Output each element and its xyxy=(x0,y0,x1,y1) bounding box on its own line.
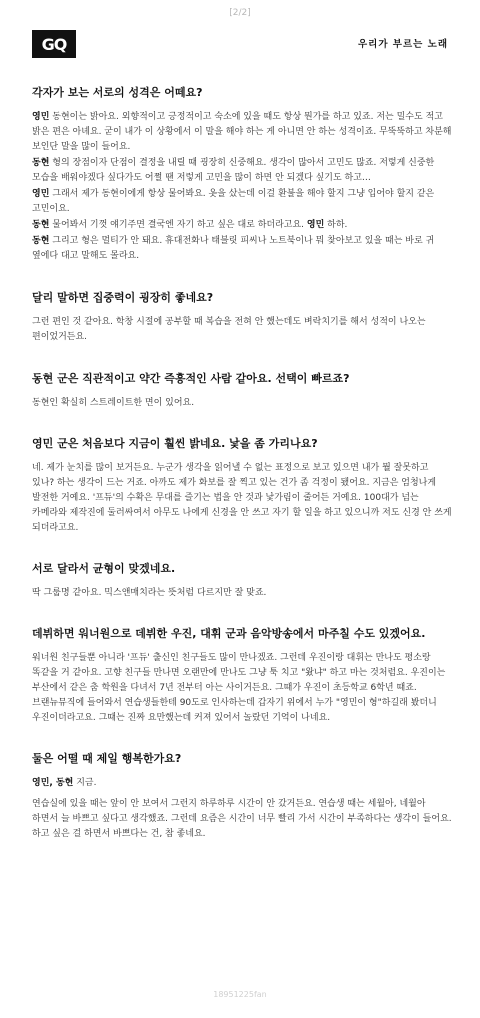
magazine-header xyxy=(32,28,448,60)
speaker-name: 동현 xyxy=(32,158,50,168)
page-indicator: [2/2] xyxy=(229,8,251,18)
answer-text: 그리고 형은 멀티가 안 돼요. 휴대전화나 태블릿 피씨나 노트북이나 뭐 찾아보고 있을 때는 바로 귀 옆에다 대고 말해도 몰라요. xyxy=(32,236,435,261)
qa-block xyxy=(32,437,452,536)
answer-paragraph xyxy=(32,156,452,186)
qa-block xyxy=(32,627,452,726)
question-heading: 둘은 어떨 때 제일 행복한가요? xyxy=(32,752,182,765)
answer-text: 물어봐서 기껏 얘기주면 결국엔 자기 하고 싶은 대로 하더라고요. xyxy=(49,220,307,230)
question-heading: 영민 군은 처음보다 지금이 훨씬 밝네요. 낯을 좀 가리나요? xyxy=(32,437,318,450)
speaker-name: 영민, 동현 xyxy=(32,778,74,788)
answer-text: 형의 장점이자 단점이 결정을 내릴 때 굉장히 신중해요. 생각이 많아서 고민도 많죠. 저렇게 신중한 모습을 배워야겠다 싶다가도 어쩔 땐 저렇게 고민을 많이 하면 안 되겠다 싶기도 하고… xyxy=(32,158,435,183)
answer-paragraph xyxy=(32,187,452,217)
answer-text: 하하. xyxy=(324,220,348,230)
qa-block xyxy=(32,372,452,411)
question-heading: 동현 군은 직관적이고 약간 즉흥적인 사람 같아요. 선택이 빠르죠? xyxy=(32,372,350,385)
qa-block xyxy=(32,86,452,264)
footer-watermark-id: 18951225fan xyxy=(213,990,267,999)
answer-text: 그래서 제가 동현이에게 항상 물어봐요. 옷을 샀는데 이걸 환불을 해야 할지 그냥 입어야 할지 같은 고민이요. xyxy=(32,189,435,214)
speaker-name: 동현 xyxy=(32,220,50,230)
answer-paragraph xyxy=(32,218,452,233)
question-heading: 데뷔하면 워너원으로 데뷔한 우진, 대휘 군과 음악방송에서 마주칠 수도 있겠어요. xyxy=(32,627,426,640)
qa-block xyxy=(32,752,452,842)
answer-paragraph: 그런 편인 것 같아요. 학창 시절에 공부할 때 복습을 전혀 안 했는데도 벼락치기를 해서 성적이 나오는 편이었거든요. xyxy=(32,317,426,342)
question-heading: 달리 말하면 집중력이 굉장히 좋네요? xyxy=(32,291,214,304)
question-heading: 서로 달라서 균형이 맞겠네요. xyxy=(32,562,176,575)
speaker-name: 동현 xyxy=(32,236,50,246)
qa-block xyxy=(32,562,452,601)
speaker-name: 영민 xyxy=(32,189,50,199)
qa-block xyxy=(32,291,452,345)
speaker-name: 영민 xyxy=(306,220,325,230)
answer-text: 지금. xyxy=(73,778,97,788)
interview-content xyxy=(32,86,452,866)
speaker-name: 영민 xyxy=(32,112,50,122)
answer-paragraph xyxy=(32,776,452,791)
answer-paragraph: 동현인 확실히 스트레이트한 면이 있어요. xyxy=(32,398,195,408)
answer-paragraph: 연습실에 있을 때는 앞이 안 보여서 그런지 하루하루 시간이 안 갔거든요. 연습생 때는 세월아, 네월아 하면서 늘 바쁘고 싶다고 생각했죠. 그런데 요즘은 시간이 너무 빨리 가서 시간이 부족하다는 생각이 들어요. 하고 싶은 걸 하면서 바쁘다는 건, 참 좋네요. xyxy=(32,799,452,839)
gq-logo: GQ xyxy=(32,30,76,58)
answer-paragraph xyxy=(32,234,452,264)
section-title: 우리가 부르는 노래 xyxy=(357,39,448,50)
answer-paragraph xyxy=(32,110,452,155)
answer-paragraph: 네. 제가 눈치를 많이 보거든요. 누군가 생각을 읽어낼 수 없는 표정으로 보고 있으면 내가 뭘 잘못하고 있나? 하는 생각이 드는 거죠. 아까도 제가 화보를 잘 찍고 있는 건가 좀 걱정이 됐어요. 지금은 엄청나게 발전한 거예요. '프듀'의 수확은 무대를 즐기는 법을 안 것과 낯가림이 줄어든 거예요. 100대가 넘는 카메라와 제작진에 둘러싸여서 아무도 나에게 신경을 안 쓰고 자기 할 일을 하고 있으니까 저도 신경 안 쓰게 되더라고요. xyxy=(32,463,452,533)
answer-paragraph: 딱 그룹명 같아요. 믹스앤매치라는 뜻처럼 다르지만 잘 맞죠. xyxy=(32,588,267,598)
answer-text: 동현이는 밝아요. 외향적이고 긍정적이고 숙소에 있을 때도 항상 뭔가를 하고 있죠. 저는 밀수도 적고 밝은 편은 아녜요. 굳이 내가 이 상황에서 이 말을 해야 하는 게 아니면 안 하는 성격이죠. 무뚝뚝하고 차분해 보인단 말을 많이 들어요. xyxy=(32,112,452,152)
answer-paragraph: 워너원 친구들뿐 아니라 '프듀' 출신인 친구들도 많이 만나겠죠. 그런데 우진이랑 대휘는 만나도 평소랑 똑같을 거 같아요. 고향 친구들 만나면 오랜만에 만나도 그냥 툭 치고 "왔냐" 하고 마는 것처럼요. 우진이는 부산에서 같은 춤 학원을 다녀서 7년 전부터 아는 사이거든요. 그때가 우진이 초등학교 6학년 때죠. 브랜뉴뮤직에 들어와서 연습생들한테 90도로 인사하는데 갑자기 위에서 누가 "영민이 형"하길래 봤더니 우진이더라고요. 그때는 진짜 요만했는데 커져 있어서 놀랐던 기억이 나네요. xyxy=(32,653,446,723)
question-heading: 각자가 보는 서로의 성격은 어떼요? xyxy=(32,86,203,99)
